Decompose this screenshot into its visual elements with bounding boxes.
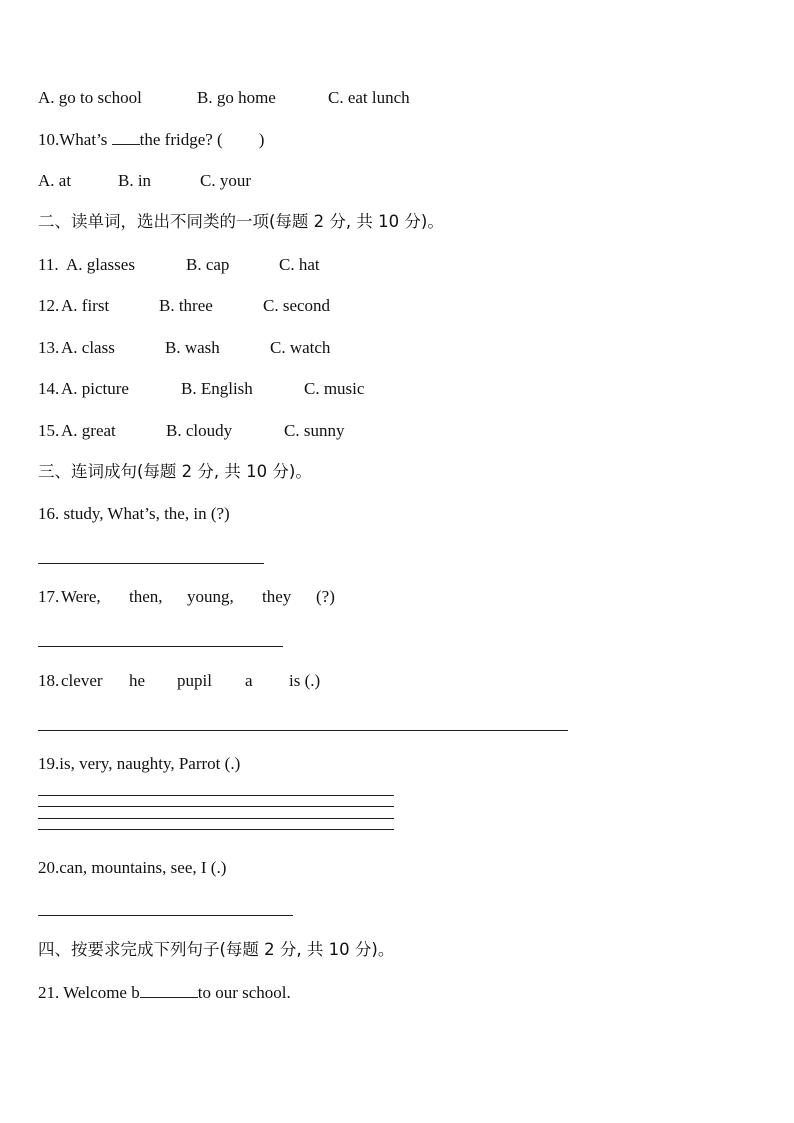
q9-option-c: C. eat lunch	[328, 88, 410, 107]
q18-number: 18.	[38, 671, 60, 690]
q11-number: 11.	[38, 255, 63, 274]
q14-option-c: C. music	[304, 379, 365, 398]
q18-word: he	[129, 671, 146, 690]
q20-answer-line[interactable]	[38, 915, 293, 916]
q10-blank[interactable]	[112, 144, 140, 145]
q15-number: 15.	[38, 421, 60, 440]
q20-prompt: 20.can, mountains, see, I (.)	[38, 858, 227, 877]
q15-option-b: B. cloudy	[166, 421, 233, 440]
q10-stem-pre: 10.What’s	[38, 130, 112, 149]
q21-prompt-post: to our school.	[197, 983, 291, 1002]
q10-stem	[38, 130, 264, 150]
q19-answer-line[interactable]	[38, 818, 394, 819]
q17-word: Were,	[61, 587, 101, 606]
q11-option-b: B. cap	[186, 255, 230, 274]
q9-option-b: B. go home	[197, 88, 276, 107]
q10-option-a: A. at	[38, 171, 72, 190]
q17-word: young,	[187, 587, 234, 606]
q10-option-c: C. your	[200, 171, 251, 190]
q12-number: 12.	[38, 296, 60, 315]
q21-prompt-pre: 21. Welcome b	[38, 983, 140, 1002]
q19-prompt: 19.is, very, naughty, Parrot (.)	[38, 754, 241, 773]
q13-option-c: C. watch	[270, 338, 331, 357]
q17-answer-line[interactable]	[38, 646, 283, 647]
q21-blank[interactable]	[140, 997, 198, 998]
q10-option-b: B. in	[118, 171, 152, 190]
q13-option-b: B. wash	[165, 338, 220, 357]
q15-option-a: A. great	[61, 421, 116, 440]
q12-option-b: B. three	[159, 296, 213, 315]
q18-word: pupil	[177, 671, 212, 690]
q14-option-a: A. picture	[61, 379, 129, 398]
q19-answer-line[interactable]	[38, 829, 394, 830]
q14-number: 14.	[38, 379, 60, 398]
q18-answer-line[interactable]	[38, 730, 568, 731]
q16-answer-line[interactable]	[38, 563, 264, 564]
q11-option-c: C. hat	[279, 255, 320, 274]
q12-option-c: C. second	[263, 296, 331, 315]
q10-paren-close: )	[258, 130, 265, 149]
q18-word: a	[245, 671, 253, 690]
q15-option-c: C. sunny	[284, 421, 345, 440]
q13-option-a: A. class	[61, 338, 115, 357]
q21-prompt	[38, 983, 291, 1003]
q17-word: (?)	[316, 587, 335, 606]
q10-stem-post: the fridge? (	[139, 130, 223, 149]
q17-word: they	[262, 587, 292, 606]
section3-heading: 三、连词成句(每题 2 分, 共 10 分)。	[38, 462, 312, 481]
q18-word: is (.)	[289, 671, 321, 690]
q9-option-a: A. go to school	[38, 88, 142, 107]
q17-word: then,	[129, 587, 163, 606]
q17-number: 17.	[38, 587, 60, 606]
section2-heading: 二、读单词，选出不同类的一项(每题 2 分, 共 10 分)。	[38, 212, 444, 231]
q14-option-b: B. English	[181, 379, 253, 398]
q19-answer-line[interactable]	[38, 806, 394, 807]
q12-option-a: A. first	[61, 296, 110, 315]
q13-number: 13.	[38, 338, 60, 357]
section4-heading: 四、按要求完成下列句子(每题 2 分, 共 10 分)。	[38, 940, 395, 959]
q18-word: clever	[61, 671, 103, 690]
q19-answer-line[interactable]	[38, 795, 394, 796]
q11-option-a: A. glasses	[66, 255, 135, 274]
q16-prompt: 16. study, What’s, the, in (?)	[38, 504, 230, 523]
